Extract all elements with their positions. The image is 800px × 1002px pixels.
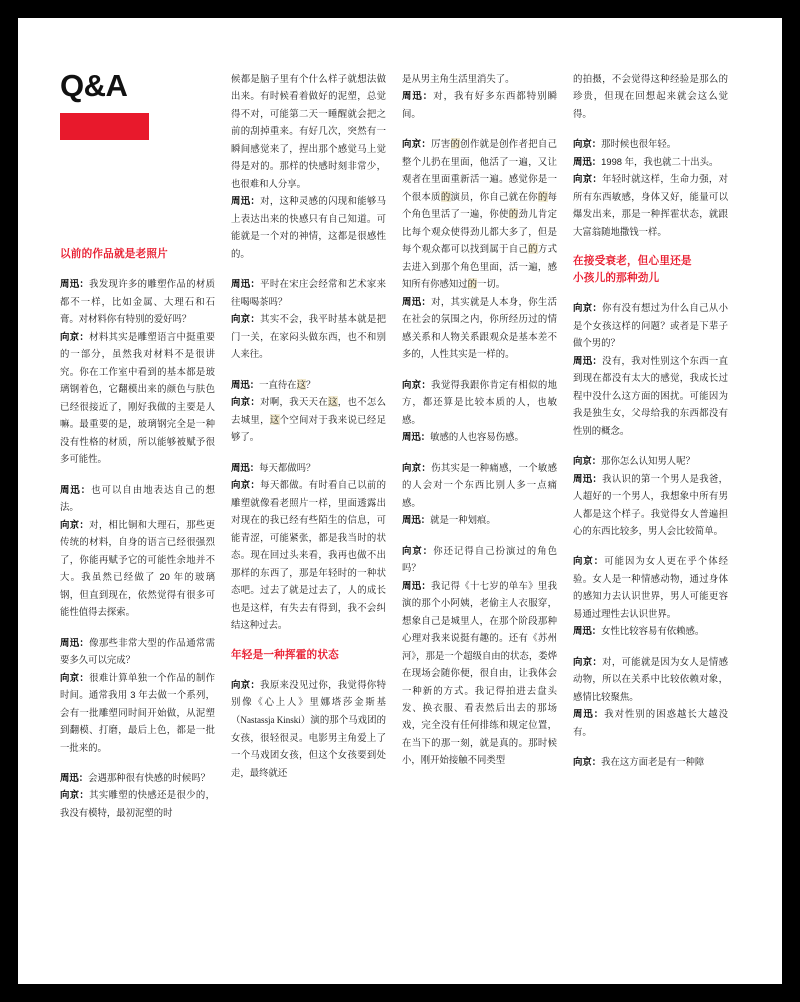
- speaker-label: 周迅：: [60, 483, 92, 495]
- highlighted-character: 这: [328, 396, 338, 408]
- qa-paragraph: [402, 459, 557, 511]
- paragraph-spacer: [231, 363, 386, 376]
- speaker-label: 向京：: [402, 544, 434, 556]
- section-heading: 在接受衰老，但心里还是 小孩儿的那种劲儿: [573, 255, 692, 284]
- speaker-label: 向京：: [573, 173, 603, 185]
- text-column-3: [402, 70, 557, 960]
- paragraph-spacer: [573, 122, 728, 135]
- paragraph-spacer: [231, 634, 386, 647]
- speaker-label: 向京：: [573, 756, 602, 768]
- highlighted-character: 这: [269, 413, 280, 425]
- qa-paragraph: [573, 153, 728, 170]
- paragraph-spacer: [231, 446, 386, 459]
- qa-paragraph: [573, 653, 728, 705]
- paragraph-text: 我原来没见过你，我觉得你特别像《心上人》里娜塔莎金斯基（Nastassja Kinski）演的那个马戏团的女孩，很轻很灵。电影男主角爱上了一个马戏团女孩，但这个女孩要到处走，最终就还: [231, 678, 386, 778]
- qa-paragraph: [402, 376, 557, 428]
- speaker-label: 向京：: [60, 671, 90, 683]
- paragraph-text: 对啊，我天天在这，也不怎么去城里，这个空间对于我来说已经足够了。: [231, 396, 386, 443]
- qa-paragraph: [60, 786, 215, 821]
- page-title: Q&A: [60, 68, 128, 103]
- highlighted-character: 的: [528, 243, 538, 255]
- qa-paragraph: [231, 376, 386, 393]
- section-heading: 以前的作品就是老照片: [60, 248, 168, 260]
- paragraph-text: 其实不会，我平时基本就是把门一关，在家闷头做东西，也不和别人来往。: [231, 313, 386, 360]
- paragraph-text: 我记得《十七岁的单车》里我演的那个小阿姨，老偷主人衣服穿，想象自己是城里人，在那个阶段那种心理对我来说挺有趣的。还有《苏州河》，那是一个超级自由的状态，娄烨在现场会随你便，很自由，让我体会一种新的方式。我记得拍进去盘头发、换衣服、看表然后出去的那场戏，完全没有任何排练和规定位置，在当下的那一刻，就是真的。那时候小，刚开始接触不同类型: [402, 579, 557, 766]
- qa-paragraph: [231, 393, 386, 445]
- continuation-paragraph: [402, 70, 557, 87]
- paragraph-text: 我觉得我跟你肯定有相似的地方，都还算是比较本质的人，也敏感。: [402, 378, 557, 425]
- paragraph-text: 候都是脑子里有个什么样子就想法做出来。有时候看着做好的泥塑，总觉得不对，可能第二天一睡醒就会把之前的刮掉重来。有好几次，突然有一瞬间感觉来了，捏出那个感觉马上觉得是对的。那样的快感时刻非常少，也很难和人分享。: [231, 73, 386, 189]
- qa-paragraph: [231, 459, 386, 476]
- qa-paragraph: [573, 705, 728, 740]
- speaker-label: 周迅：: [573, 155, 602, 167]
- highlighted-character: 的: [537, 190, 548, 202]
- qa-paragraph: [573, 753, 728, 770]
- paragraph-text: 年轻时就这样，生命力强，对所有东西敏感，身体又好，能量可以爆发出来，那是一种挥霍状态，就跟大富翁随地撒钱一样。: [573, 173, 728, 237]
- paragraph-text: 每天都做。有时看自己以前的雕塑就像看老照片一样，里面透露出对现在的我已经有些陌生的信息，可能青涩，可能紧张，都是我当时的状态。现在回过头来看，我再也做不出那样的东西了，那是年轻时的一种状态吧。过去了就是过去了，人的成长也是这样，有失去有得到，我不会纠结这种过去。: [231, 479, 386, 631]
- speaker-label: 周迅：: [402, 514, 431, 526]
- paragraph-text: 每天都做吗？: [259, 461, 316, 473]
- paragraph-text: 也可以自由地表达自己的想法。: [60, 483, 215, 513]
- speaker-label: 向京：: [60, 518, 90, 530]
- qa-paragraph: [60, 769, 215, 786]
- paragraph-text: 会遇那种很有快感的时候吗？: [88, 772, 211, 783]
- speaker-label: 向京：: [402, 138, 432, 150]
- paragraph-text: 的拍摄，不会觉得这种经验是那么的珍贵，但现在回想起来就会这么觉得。: [573, 73, 728, 119]
- paragraph-spacer: [60, 621, 215, 634]
- numeric-text: 20: [159, 571, 170, 583]
- qa-paragraph: [231, 192, 386, 262]
- qa-paragraph: [402, 293, 557, 363]
- paragraph-text: 女性比较容易有依赖感。: [601, 625, 705, 637]
- speaker-label: 周迅：: [231, 195, 261, 207]
- paragraph-spacer: [402, 446, 557, 459]
- qa-paragraph: [573, 170, 728, 240]
- speaker-label: 周迅：: [231, 461, 260, 473]
- paragraph-text: 我对性别的困惑越长大越没有。: [573, 708, 728, 737]
- text-column-4: [573, 70, 728, 960]
- paragraph-text: 材料其实是雕塑语言中挺重要的一部分，虽然我对材料不是很讲究。你在工作室中看到的基本都是玻璃钢着色，它翻模出来的颜色与肤色已经很接近了，刚好我做的主要是人嘛。最重要的是，玻璃钢完全是一种没有性格的材质，所以能够被赋予很多可能性。: [60, 330, 215, 465]
- qa-paragraph: [60, 516, 215, 621]
- paragraph-spacer: [573, 439, 728, 452]
- speaker-label: 向京：: [402, 378, 432, 390]
- paragraph-text: 对，这种灵感的闪现和能够马上表达出来的快感只有自己知道。可能就是一个对的神情，这都是很感性的。: [231, 195, 386, 259]
- paragraph-text: 那你怎么认知男人呢？: [601, 455, 695, 467]
- qa-paragraph: [402, 542, 557, 577]
- paragraph-spacer: [402, 122, 557, 135]
- qa-paragraph: [573, 352, 728, 439]
- speaker-label: 周迅：: [60, 278, 90, 290]
- paragraph-text: 伤其实是一种痛感，一个敏感的人会对一个东西比别人多一点痛感。: [402, 461, 557, 508]
- paragraph-spacer: [60, 468, 215, 481]
- paragraph-spacer: [402, 363, 557, 376]
- qa-paragraph: [402, 135, 557, 292]
- qa-paragraph: [402, 577, 557, 769]
- speaker-label: 周迅：: [402, 90, 434, 102]
- speaker-label: 周迅：: [231, 278, 261, 290]
- paragraph-text: 敏感的人也容易伤感。: [430, 431, 524, 443]
- numeric-text: 3: [130, 689, 136, 701]
- speaker-label: 周迅：: [573, 708, 605, 720]
- speaker-label: 周迅：: [402, 579, 432, 591]
- paragraph-text: 我发现许多的雕塑作品的材质都不一样，比如金属、大理石和石膏。对材料你有特别的爱好吗？: [60, 278, 215, 325]
- qa-paragraph: [60, 328, 215, 468]
- paragraph-text: 很难计算单独一个作品的制作时间。通常我用 3 年去做一个系列，会有一批雕塑同时间开始做，从泥塑到翻模、打磨，最后上色，都是一批一批来的。: [60, 671, 215, 753]
- paragraph-text: 没有，我对性别这个东西一直到现在都没有太大的感觉，我成长过程中没什么这方面的困扰。可能因为我是独生女，父母给我的东西都没有性别的概念。: [573, 354, 728, 436]
- paragraph-text: 平时在宋庄会经常和艺术家来往喝喝茶吗？: [231, 278, 386, 307]
- speaker-label: 向京：: [573, 655, 603, 667]
- speaker-label: 周迅：: [60, 772, 89, 783]
- speaker-label: 向京：: [402, 461, 432, 473]
- paragraph-text: 厉害的创作就是创作者把自己整个儿扔在里面，他活了一遍，又让观者在里面重新活一遍。感觉你是一个很本质的演员，你自己就在你的每个角色里活了一遍，你使的劲儿肯定比每个观众使得劲儿都大多了，但是每个观众都可以找到属于自己的方式去进入到那个角色里面，活一遍，感知所有你感知过的一切。: [402, 138, 557, 290]
- article-columns: [60, 70, 760, 960]
- paragraph-text: 是从男主角生活里消失了。: [402, 73, 515, 84]
- speaker-label: 向京：: [573, 302, 603, 314]
- qa-paragraph: [402, 511, 557, 528]
- qa-paragraph: [60, 634, 215, 669]
- paragraph-spacer: [231, 262, 386, 275]
- qa-paragraph: [402, 428, 557, 445]
- speaker-label: 周迅：: [402, 431, 431, 443]
- speaker-label: 向京：: [231, 313, 261, 325]
- speaker-label: 向京：: [231, 479, 261, 491]
- section-heading: 年轻是一种挥霍的状态: [231, 648, 339, 661]
- qa-paragraph: [573, 470, 728, 540]
- qa-paragraph: [402, 87, 557, 122]
- highlighted-character: 的: [508, 208, 519, 220]
- latin-text: Nastassja Kinski: [240, 714, 301, 725]
- speaker-label: 周迅：: [573, 625, 602, 637]
- paragraph-text: 对，其实就是人本身，你生活在社会的氛围之内，你所经历过的情感关系和人物关系跟观众是基本差不多的，人性其实是一样的。: [402, 295, 557, 360]
- qa-paragraph: [231, 476, 386, 633]
- qa-paragraph: [573, 299, 728, 351]
- qa-paragraph: [60, 669, 215, 756]
- speaker-label: 周迅：: [60, 636, 90, 648]
- continuation-paragraph: [231, 70, 386, 192]
- paragraph-text: 那时候也很年轻。: [601, 138, 677, 150]
- page-sheet: [18, 18, 782, 984]
- speaker-label: 向京：: [60, 789, 90, 801]
- paragraph-text: 一直待在这？: [259, 378, 316, 390]
- numeric-text: 1998: [601, 155, 622, 167]
- qa-paragraph: [231, 676, 386, 781]
- speaker-label: 周迅：: [231, 378, 260, 390]
- paragraph-text: 其实雕塑的快感还是很少的，我没有模特，最初泥塑的时: [60, 789, 215, 818]
- speaker-label: 向京：: [573, 455, 602, 467]
- paragraph-text: 我认识的第一个男人是我爸，人超好的一个男人，我想象中所有男人都是这个样子。我觉得女人普遍担心的东西比较多，男人会比较简单。: [573, 472, 728, 536]
- paragraph-text: 对，相比铜和大理石，那些更传统的材料，自身的语言已经很强烈了，你能再赋予它的可能性余地并不大。我虽然已经做了 20 年的玻璃钢，但直到现在，依然觉得有很多可能性值得去探索。: [60, 518, 216, 618]
- qa-paragraph: [60, 275, 215, 327]
- paragraph-spacer: [60, 756, 215, 769]
- highlighted-character: 的: [450, 138, 461, 150]
- paragraph-spacer: [402, 529, 557, 542]
- paragraph-text: 你有没有想过为什么自己从小是个女孩这样的问题？或者是下辈子做个男的？: [573, 302, 728, 349]
- highlighted-character: 的: [440, 190, 451, 202]
- paragraph-spacer: [573, 240, 728, 253]
- paragraph-text: 像那些非常大型的作品通常需要多久可以完成？: [60, 636, 215, 666]
- highlighted-character: 这: [296, 378, 307, 390]
- paragraph-text: 你还记得自己扮演过的角色吗？: [402, 544, 557, 574]
- paragraph-spacer: [573, 539, 728, 552]
- paragraph-text: 对，我有好多东西都特别瞬间。: [402, 90, 557, 119]
- speaker-label: 向京：: [231, 396, 261, 408]
- continuation-paragraph: [573, 70, 728, 122]
- qa-paragraph: [60, 481, 215, 516]
- text-column-1: [60, 70, 215, 960]
- speaker-label: 向京：: [573, 555, 605, 567]
- paragraph-text: 可能因为女人更在乎个体经验。女人是一种情感动物，通过身体的感知力去认识世界，男人可能更容易通过理性去认识世界。: [573, 555, 728, 619]
- paragraph-text: 对，可能就是因为女人是情感动物，所以在关系中比较依赖对象，感情比较聚焦。: [573, 655, 728, 702]
- speaker-label: 周迅：: [402, 295, 432, 307]
- paragraph-spacer: [573, 640, 728, 653]
- qa-paragraph: [231, 310, 386, 362]
- paragraph-spacer: [573, 740, 728, 753]
- speaker-label: 向京：: [573, 138, 602, 150]
- speaker-label: 周迅：: [573, 472, 603, 484]
- qa-paragraph: [573, 135, 728, 152]
- qa-paragraph: [231, 275, 386, 310]
- speaker-label: 周迅：: [573, 354, 603, 366]
- qa-paragraph: [573, 452, 728, 469]
- text-column-2: [231, 70, 386, 960]
- paragraph-text: 我在这方面老是有一种障: [601, 756, 705, 768]
- speaker-label: 向京：: [60, 330, 90, 342]
- qa-paragraph: [573, 622, 728, 639]
- paragraph-text: 1998 年，我也就二十出头。: [601, 155, 719, 167]
- speaker-label: 向京：: [231, 678, 261, 690]
- paragraph-text: 就是一种划痕。: [430, 514, 496, 526]
- qa-paragraph: [573, 552, 728, 622]
- highlighted-character: 的: [467, 278, 478, 290]
